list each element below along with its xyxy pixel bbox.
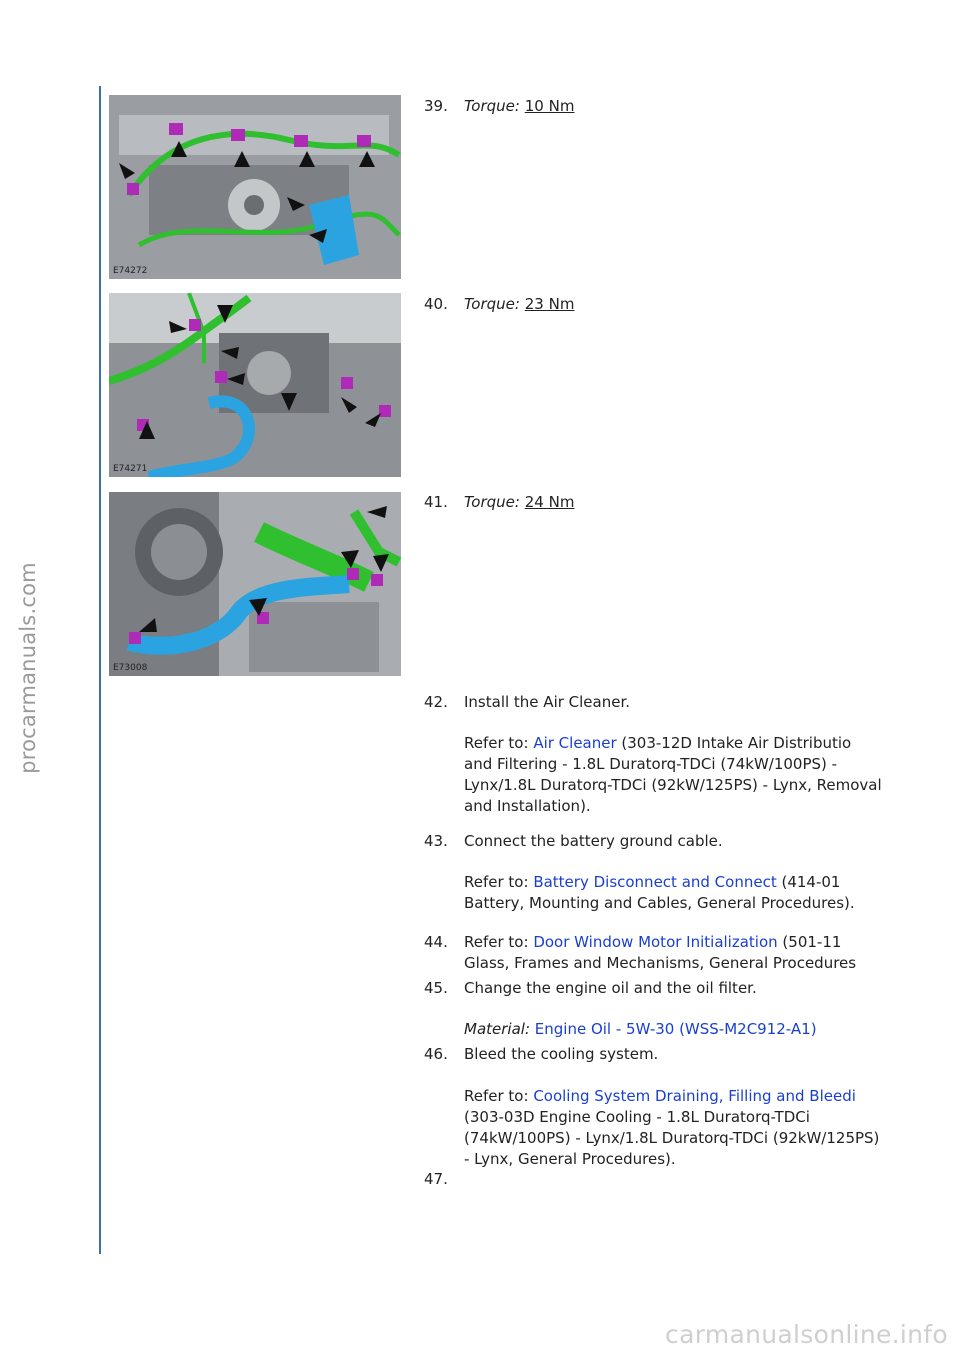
intake-duct-illustration-icon <box>109 492 401 676</box>
ref-suffix: (303-03D Engine Cooling - 1.8L Duratorq-TDCi (74kW/100PS) - Lynx/1.8L Duratorq-TDCi (92kW/125PS) - Lynx, General Procedures). <box>464 1108 880 1168</box>
step-number: 44. <box>424 933 448 951</box>
margin-rule <box>99 86 101 1254</box>
step-number: 41. <box>424 493 448 511</box>
step-43-reference <box>464 872 884 914</box>
bottom-watermark: carmanualsonline.info <box>665 1320 948 1349</box>
step-torque <box>464 294 904 315</box>
step-text: Install the Air Cleaner. <box>464 693 631 711</box>
figure-e74272 <box>109 95 401 279</box>
step-number: 46. <box>424 1045 448 1063</box>
ref-prefix: Refer to: <box>464 873 534 891</box>
figure-code: E74271 <box>113 464 148 474</box>
side-watermark-text: procarmanuals.com <box>15 562 40 774</box>
step-text: Connect the battery ground cable. <box>464 832 723 850</box>
ref-suffix: (501-11 Glass, Frames and Mechanisms, General Procedures <box>464 933 857 972</box>
ref-prefix: Refer to: <box>464 734 534 752</box>
material-label: Material: <box>464 1020 530 1038</box>
torque-label: Torque: <box>464 295 520 313</box>
step-number: 47. <box>424 1170 448 1188</box>
engine-harness-illustration-icon <box>109 95 401 279</box>
figure-e74271 <box>109 293 401 477</box>
step-torque <box>464 96 904 117</box>
ref-suffix: (303-12D Intake Air Distributio and Filtering - 1.8L Duratorq-TDCi (74kW/100PS) - Lynx/1.8L Duratorq-TDCi (92kW/125PS) - Lynx, Removal and Installation). <box>464 734 882 815</box>
figure-e73008 <box>109 492 401 676</box>
side-watermark <box>8 560 48 780</box>
ref-prefix: Refer to: <box>464 1087 534 1105</box>
step-45-material <box>464 1019 884 1040</box>
step-42-reference <box>464 733 884 817</box>
door-window-motor-link[interactable]: Door Window Motor Initialization <box>533 933 778 951</box>
cooling-system-link[interactable]: Cooling System Draining, Filling and Bleedi <box>533 1087 856 1105</box>
step-44-reference <box>464 932 884 974</box>
figure-code: E74272 <box>113 266 148 276</box>
step-number: 43. <box>424 832 448 850</box>
step-torque <box>464 492 904 513</box>
ref-prefix: Refer to: <box>464 933 534 951</box>
engine-harness-illustration-icon <box>109 293 401 477</box>
torque-label: Torque: <box>464 97 520 115</box>
step-text: Change the engine oil and the oil filter. <box>464 979 757 997</box>
figure-code: E73008 <box>113 663 148 673</box>
step-number: 42. <box>424 693 448 711</box>
step-number: 39. <box>424 97 448 115</box>
torque-value: 10 Nm <box>524 97 575 115</box>
battery-disconnect-link[interactable]: Battery Disconnect and Connect <box>533 873 777 891</box>
step-number: 45. <box>424 979 448 997</box>
engine-oil-link[interactable]: Engine Oil - 5W-30 (WSS-M2C912-A1) <box>534 1020 817 1038</box>
torque-label: Torque: <box>464 493 520 511</box>
step-number: 40. <box>424 295 448 313</box>
torque-value: 24 Nm <box>524 493 575 511</box>
torque-value: 23 Nm <box>524 295 575 313</box>
step-46-reference <box>464 1086 884 1170</box>
step-text: Bleed the cooling system. <box>464 1045 659 1063</box>
ref-suffix: (414-01 Battery, Mounting and Cables, General Procedures). <box>464 873 855 912</box>
air-cleaner-link[interactable]: Air Cleaner <box>533 734 617 752</box>
